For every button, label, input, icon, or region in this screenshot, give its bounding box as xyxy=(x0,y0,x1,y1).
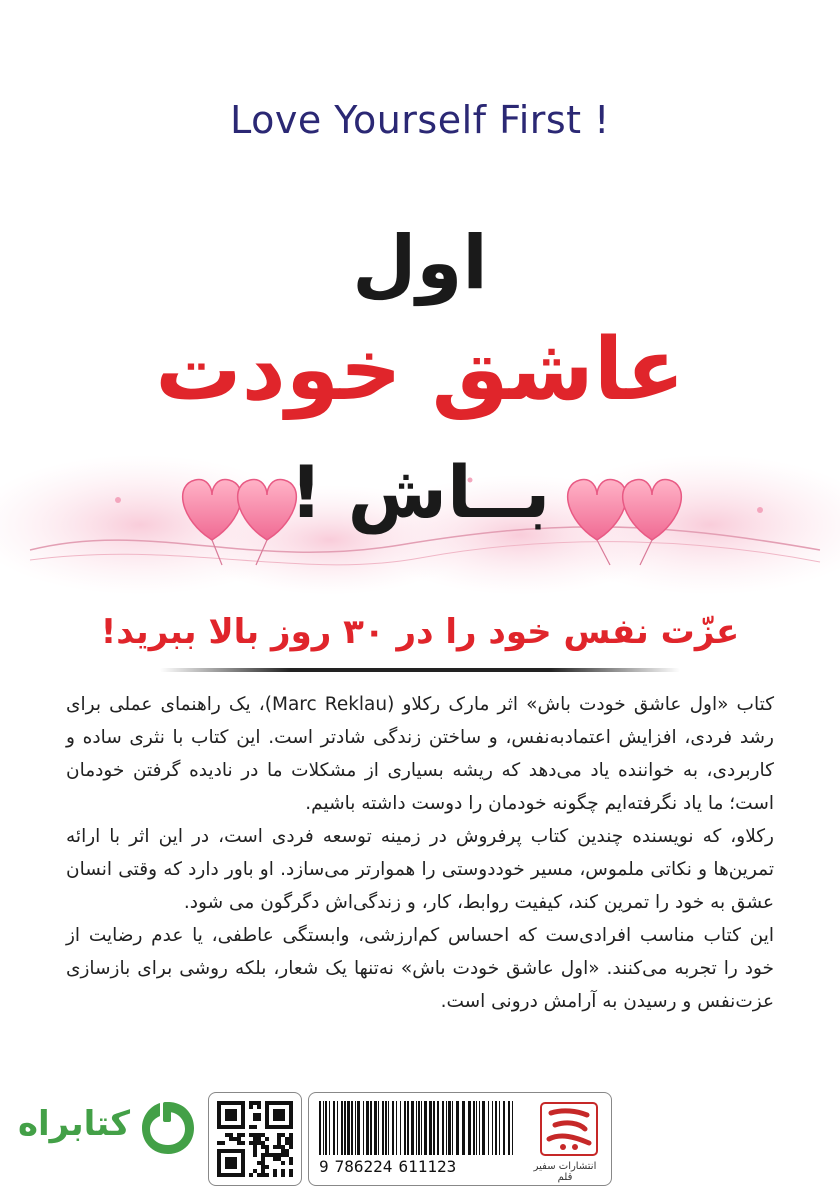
publisher-logo-icon xyxy=(533,1099,605,1159)
isbn-part: 786224 xyxy=(334,1157,393,1176)
description-text xyxy=(66,688,774,1018)
divider xyxy=(160,668,680,672)
subtitle: عزّت نفس خود را در ۳۰ روز بالا ببرید! xyxy=(100,612,740,652)
barcode xyxy=(319,1101,519,1157)
publisher-name: انتشارات سفیر قلم xyxy=(533,1161,597,1183)
english-title: Love Yourself First ! xyxy=(230,98,610,142)
isbn-part: 611123 xyxy=(398,1157,457,1176)
isbn-part: 9 xyxy=(319,1157,329,1176)
description-paragraph: کتاب «اول عاشق خودت باش» اثر مارک رکلاو (Marc Reklau)، یک راهنمای عملی برای رشد فردی، افزایش اعتمادبه‌نفس، و ساختن زندگی شادتر است. این کتاب با نثری ساده و کاربردی، به خواننده یاد می‌دهد که ریشه بسیاری از مشکلات ما در نادیده گرفتن خودمان است؛ ما یاد نگرفته‌ایم چگونه خودمان را دوست داشته باشیم. xyxy=(66,694,774,814)
store-logo-icon xyxy=(138,1098,198,1158)
title-line-3: بــاش ! xyxy=(289,450,551,534)
store-logo xyxy=(17,1098,206,1158)
isbn-number xyxy=(319,1157,519,1176)
qr-code xyxy=(208,1092,302,1186)
description-paragraph: رکلاو، که نویسنده چندین کتاب پرفروش در زمینه توسعه فردی است، در این اثر با ارائه تمرین‌ها و نکاتی ملموس، مسیر خوددوستی را هموارتر می‌سازد. او باور دارد که وقتی انسان عشق به خود را تمرین کند، کیفیت روابط، کار، و زندگی‌اش دگرگون می شود. xyxy=(66,826,774,913)
title-line-1: اول xyxy=(352,220,488,306)
store-logo-text: کتابراه xyxy=(17,1104,130,1144)
title-line-2: عاشق خودت xyxy=(155,320,685,420)
description-paragraph: این کتاب مناسب افرادی‌ست که احساس کم‌ارزشی، وابستگی عاطفی، یا عدم رضایت از خود را تجربه می‌کنند. «اول عاشق خودت باش» نه‌تنها یک شعار، بلکه روشی برای بازسازی عزت‌نفس و رسیدن به آرامش درونی است. xyxy=(66,925,774,1012)
barcode-box xyxy=(308,1092,612,1186)
